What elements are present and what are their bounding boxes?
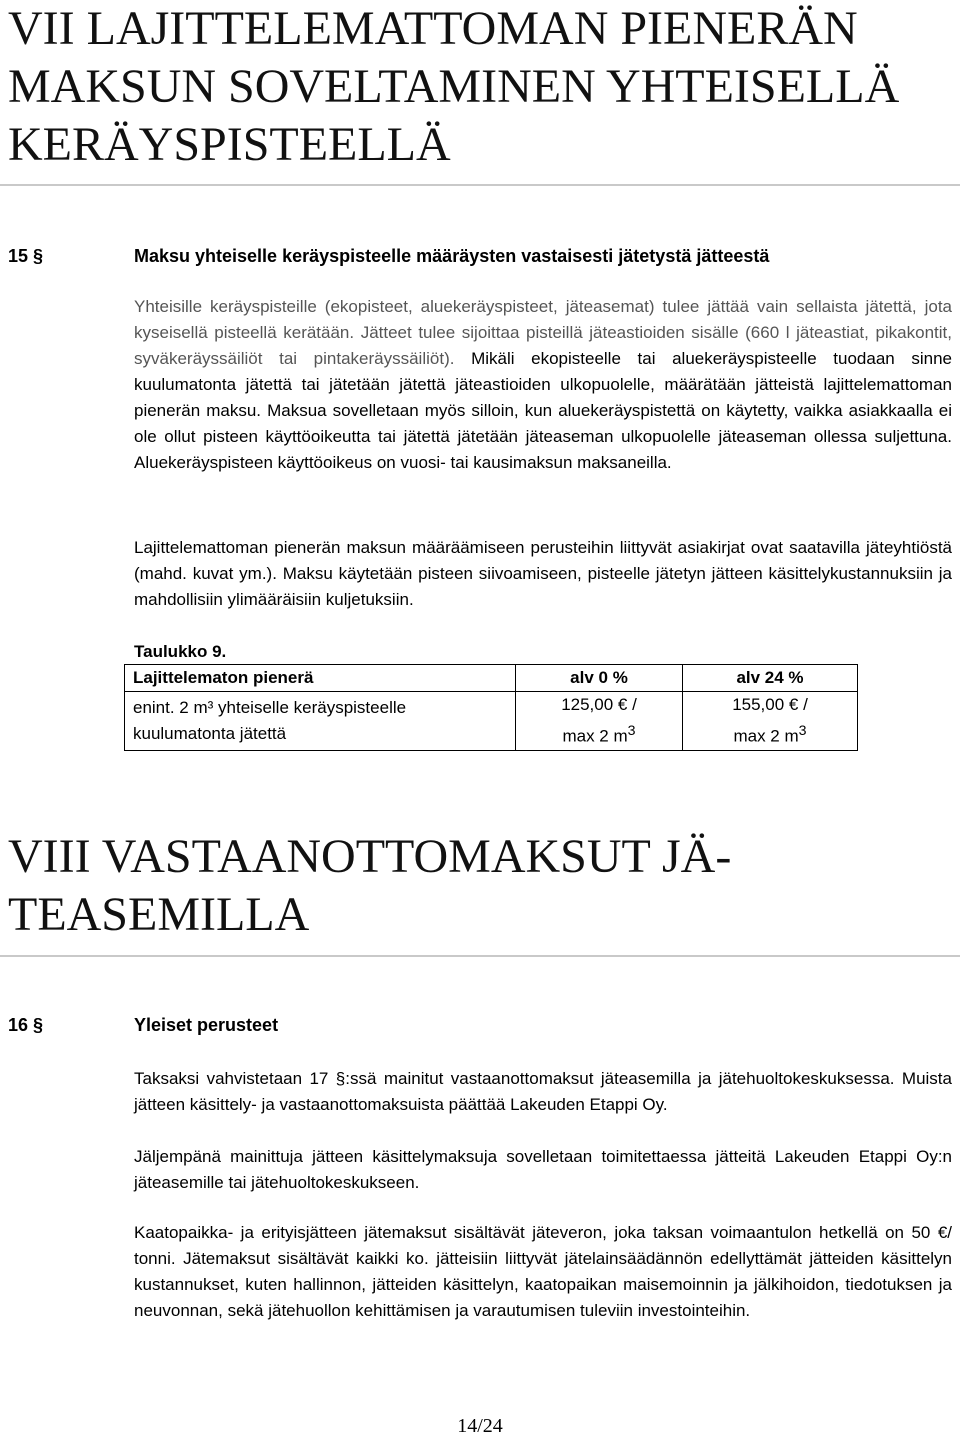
- section-16-paragraph-1: Taksaksi vahvistetaan 17 §:ssä mainitut vastaanottomaksut jäteasemilla ja jätehuoltokeskuksessa. Muista jätteen käsittely- ja vastaanottomaksuista päättää Lakeuden Etappi Oy.: [134, 1069, 952, 1114]
- chapter-8-divider: [0, 955, 960, 957]
- fee-table-header-category: Lajittelematon pienerä: [125, 665, 516, 692]
- section-15-title: Maksu yhteiselle keräyspisteelle määräysten vastaisesti jätetystä jätteestä: [134, 246, 770, 266]
- section-16-number: 16 §: [8, 1015, 44, 1035]
- chapter-8-title-line-1: VIII VASTAANOTTOMAKSUT JÄ-: [8, 830, 732, 883]
- price-vat0-unit-exponent: 3: [627, 723, 636, 739]
- fee-table-header-vat24: alv 24 %: [683, 665, 858, 692]
- section-15-number: 15 §: [8, 246, 44, 266]
- fee-table-header-row: [125, 665, 858, 692]
- chapter-8-title-line-2: TEASEMILLA: [8, 888, 310, 941]
- price-vat24-unit: max 2 m: [733, 726, 799, 746]
- section-15-paragraph-1-rest: Mikäli ekopisteelle tai aluekeräyspisteelle tuodaan sinne kuulumatonta jätettä tai jätetään jätettä jäteastioiden ulkopuolelle, määrätään jätteistä lajittelemattoman pienerän maksu. Maksua sovelletaan myös silloin, kun aluekeräyspistettä on käytetty, vaikka asiakkaalla ei ole ollut pisteen käyttöoikeutta tai jätettä jätetään jäteaseman ulkopuolelle jäteaseman ollessa suljettuna. Aluekeräyspisteen käyttöoikeus on vuosi- tai kausimaksun maksaneilla.: [134, 349, 952, 472]
- page-number: 14/24: [457, 1415, 503, 1437]
- section-15-paragraph-1-lead: Yhteisille keräyspisteille (ekopisteet, aluekeräyspisteet, jäteasemat) tulee jättää vain sellaista jätettä, jota kyseisellä pisteellä kerätään. Jätteet tulee sijoittaa pisteillä jäteastioiden sisälle (660 l jäteastiat, pikakontit, syväkeräyssäiliöt tai pintakeräyssäiliöt).: [134, 297, 952, 368]
- section-16-paragraph-2: Jäljempänä mainittuja jätteen käsittelymaksuja sovelletaan toimitettaessa jätteitä Lakeuden Etappi Oy:n jäteasemille tai jätehuoltokeskukseen.: [134, 1147, 952, 1192]
- chapter-7-title-line-3: KERÄYSPISTEELLÄ: [8, 118, 451, 171]
- fee-table-row-price-vat24: [683, 692, 858, 751]
- price-vat24-unit-exponent: 3: [798, 723, 807, 739]
- fee-table-row-price-vat0: [516, 692, 683, 751]
- section-16-title: Yleiset perusteet: [134, 1015, 279, 1035]
- fee-table-row-label: enint. 2 m³ yhteiselle keräyspisteelle kuulumatonta jätettä: [125, 692, 516, 751]
- table-9-caption: Taulukko 9.: [134, 642, 227, 661]
- price-vat0-unit: max 2 m: [562, 726, 628, 746]
- fee-table-row: [125, 692, 858, 751]
- section-15-paragraph-1: [134, 294, 952, 476]
- chapter-7-divider: [0, 184, 960, 186]
- chapter-7-title-line-2: MAKSUN SOVELTAMINEN YHTEISELLÄ: [8, 60, 900, 113]
- fee-table-header-vat0: alv 0 %: [516, 665, 683, 692]
- price-vat0-amount: 125,00 € /: [561, 695, 637, 714]
- fee-table: [124, 664, 858, 751]
- section-16-paragraph-3: Kaatopaikka- ja erityisjätteen jätemaksut sisältävät jäteveron, joka taksan voimaantulon hetkellä on 50 €/ tonni. Jätemaksut sisältävät kaikki ko. jätteisiin liittyvät jätelainsäädännön edellyttämät jätteiden käsittelyn kustannukset, kuten hallinnon, jätteiden käsittelyn, kaatopaikan maisemoinnin ja jälkihoidon, tiedotuksen ja neuvonnan, sekä jätehuollon kehittämisen ja varautumisen tuleviin investointeihin.: [134, 1223, 952, 1320]
- chapter-7-title-line-1: VII LAJITTELEMATTOMAN PIENERÄN: [8, 2, 858, 55]
- section-15-paragraph-2: Lajittelemattoman pienerän maksun määräämiseen perusteihin liittyvät asiakirjat ovat saatavilla jäteyhtiöstä (mahd. kuvat ym.). Maksu käytetään pisteen siivoamiseen, pisteelle jätetyn jätteen käsittelykustannuksiin ja mahdollisiin ylimääräisiin kuljetuksiin.: [134, 538, 952, 609]
- price-vat24-amount: 155,00 € /: [732, 695, 808, 714]
